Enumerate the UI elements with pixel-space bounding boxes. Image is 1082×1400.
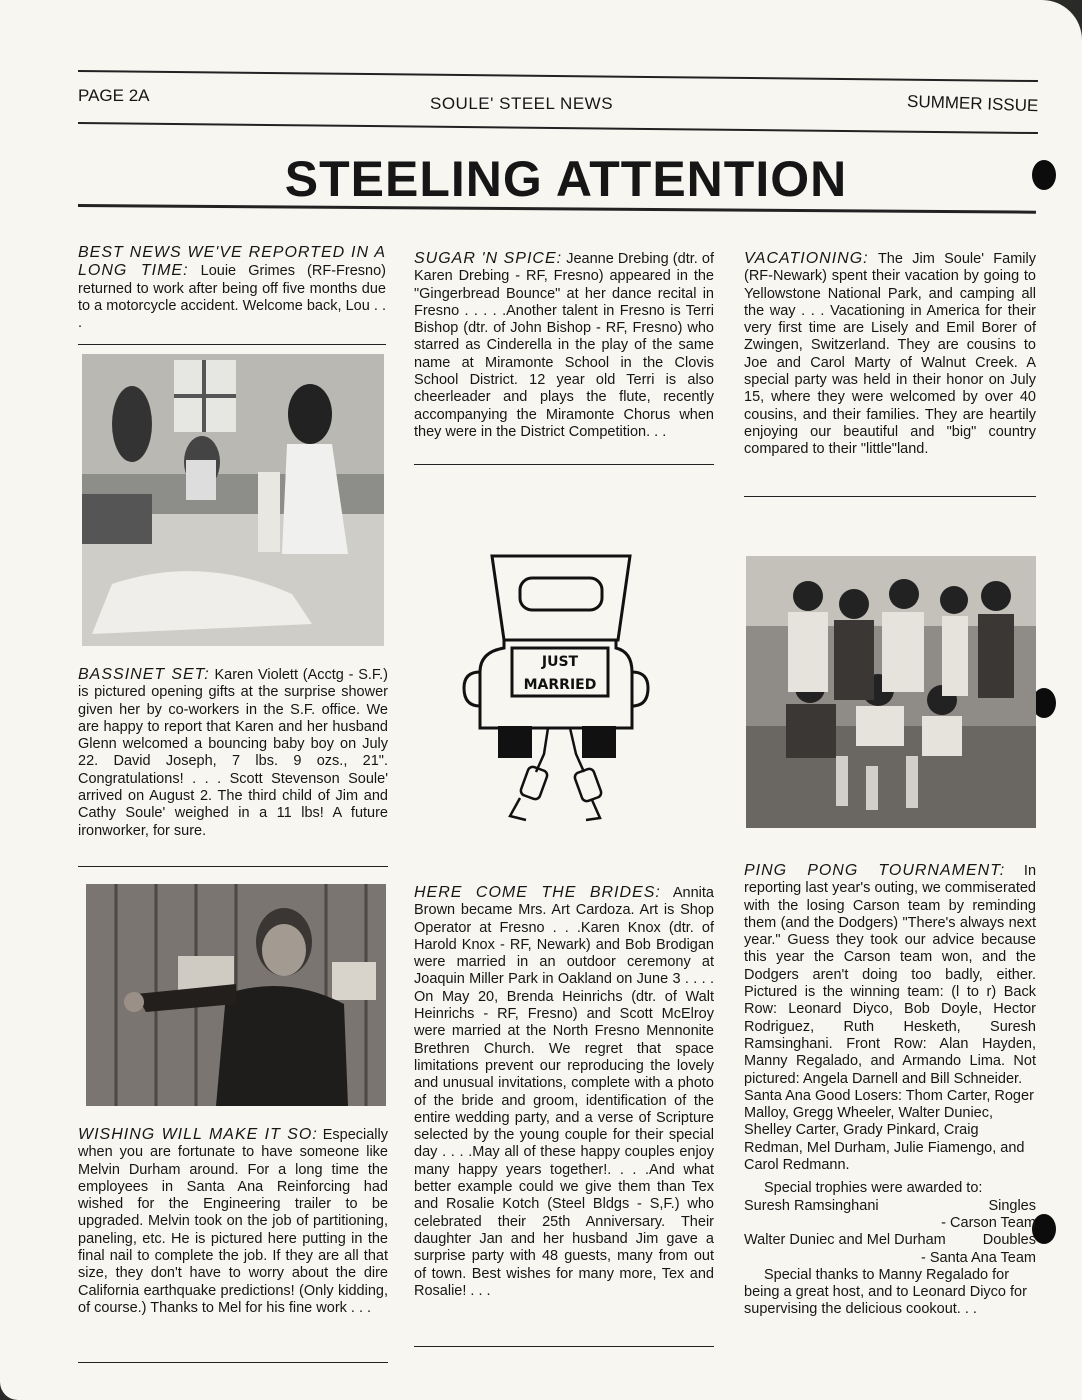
trophy-category: Singles [988, 1197, 1036, 1214]
trophy-winner: Suresh Ramsinghani [744, 1197, 879, 1214]
article-body: Especially when you are fortunate to have someone like Melvin Durham around. For a long time the employees in Santa Ana Reinforcing had wished for the Engineering trailer to be upgraded. Melvin took on the job of partitioning, paneling, etc. He is pictured here putting in the final nail to complete the job. If they are all that size, they don't have to worry about the dire California earthquake predictions! (Only kidding, of course.) Thanks to Mel for his fine work . . . [78, 1127, 388, 1316]
article-sugar-spice [414, 250, 714, 441]
trophy-entry [744, 1198, 1036, 1215]
good-losers: Santa Ana Good Losers: Thom Carter, Roger Malloy, Gregg Wheeler, Walter Duniec, Shelley Carter, Grady Pinkard, Craig Redman, Mel Durham, Julie Fiamengo, and Carol Redmann. [744, 1087, 1034, 1174]
article-heading: BEST NEWS WE'VE REPORTED IN A LONG TIME: [78, 244, 386, 280]
article-heading: HERE COME THE BRIDES: [414, 884, 661, 901]
running-header [78, 70, 1038, 130]
article-body: Annita Brown became Mrs. Art Cardoza. Art is Shop Operator at Fresno . . .Karen Knox (dtr. of Harold Knox - RF, Newark) and Bob Brodigan were married in an outdoor ceremony at Joaquin Miller Park in Oakland on June 3 . . . . On May 20, Brenda Heinrichs (dtr. of Walt Heinrichs - RF, Fresno) and Scott McElroy were married at the North Fresno Mennonite Brethren Church. We regret that space limitations prevent our reproducing the lovely and unusual invitations, complete with a photo of the bride and groom, identification of the entire wedding party, and a verse of Scripture selected by the young couple for their special day . . . .May all of these happy couples enjoy many happy years together!. . . .And what better example could we give them than Tex and Rosalie Kotch (Steel Bldgs - S,F.) who celebrated their 25th Anniversary. Their daughter Jan and her husband Jim gave a surprise party with 48 guests, many from out of town. Best wishes for many more, Tex and Rosalie! . . . [414, 885, 714, 1299]
article-body: The Jim Soule' Family (RF-Newark) spent their vacation by going to Yellowstone National Park, and camping all the way . . . Vacationing in America for their very first time are Lisely and Emil Borer of Zwingen, Switzerland. They are cousins to Joe and Carol Marty of Walnut Creek. A special party was held in their honor on July 15, where they were welcomed by over 40 cousins, and their families. They are heartily enjoying our beautiful and "big" country compared to their "little"land. [744, 251, 1036, 458]
photo-shower-gifts [82, 354, 384, 646]
article-body: Jeanne Drebing (dtr. of Karen Drebing - RF, Fresno) appeared in the "Gingerbread Bounce" at her dance recital in Fresno . . . . .Another talent in Fresno is Terri Bishop (dtr. of John Bishop - RF, Fresno) who starred as Cinderella in the play of the same name at Miramonte School in the Clovis School District. 12 year old Terri is also cheerleader and plays the flute, recently accompanying the Miramonte Chorus when they were in the District Competition. . . [414, 251, 715, 440]
trophy-entry [744, 1232, 1036, 1249]
article-heading: PING PONG TOURNAMENT: [744, 862, 1006, 879]
article-wishing [78, 1126, 388, 1317]
article-bassinet [78, 666, 388, 840]
column-rule [744, 496, 1036, 497]
article-body: Karen Violett (Acctg - S.F.) is pictured opening gifts at the surprise shower given her by co-workers in the S.F. office. We are happy to report that Karen and her husband Glenn welcomed a bouncing baby boy on July 22. David Joseph, 7 lbs. 9 ozs., 21". Congratulations! . . . Scott Stevenson Soule' arrived on August 2. The third child of Jim and Cathy Soule' weighed in a 11 lbs! A future ironworker, for sure. [78, 667, 389, 839]
car-sign-line-2: MARRIED [523, 677, 597, 693]
binder-hole [1032, 160, 1056, 190]
article-heading: SUGAR 'N SPICE: [414, 250, 563, 267]
car-sign-line-1: JUST [541, 654, 579, 670]
page-number: PAGE 2A [78, 86, 150, 105]
article-ping-pong [744, 862, 1036, 1319]
trophy-team: - Santa Ana Team [920, 1249, 1036, 1266]
trophy-team: - Carson Team [941, 1214, 1036, 1231]
article-heading: BASSINET SET: [78, 666, 210, 683]
article-heading: WISHING WILL MAKE IT SO: [78, 1126, 318, 1143]
article-best-news [78, 244, 386, 332]
column-rule [78, 866, 388, 867]
trophy-list [744, 1180, 1036, 1318]
column-rule [414, 1346, 714, 1347]
publication-name: SOULE' STEEL NEWS [430, 94, 614, 113]
column-rule [78, 344, 386, 345]
photo-melvin-durham [86, 884, 386, 1106]
article-body: In reporting last year's outing, we commiserated with the losing Carson team by reminding them (and the Dodgers) "There's always next year." Guess they took our advice because this year the Carson team won, and the Dodgers aren't doing too badly, either. Pictured is the winning team: (l to r) Back Row: Leonard Diyco, Bob Doyle, Hector Rodriguez, Ruth Hesketh, Suresh Ramsinghani. Front Row: Alan Hayden, Manny Regalado, and Armando Lima. Not pictured: Angela Darnell and Bill Schneider. [744, 863, 1037, 1087]
article-body: Louie Grimes (RF-Fresno) returned to work after being off five months due to a motorcycle accident. Welcome back, Lou . . . [78, 263, 386, 332]
trophy-category: Doubles [982, 1232, 1036, 1249]
article-brides [414, 884, 714, 1300]
just-married-car-illustration [460, 548, 650, 828]
column-rule [414, 464, 714, 465]
trophy-winner: Walter Duniec and Mel Durham [744, 1232, 946, 1249]
column-rule [78, 1362, 388, 1363]
masthead-title: STEELING ATTENTION [284, 151, 848, 207]
article-vacationing [744, 250, 1036, 459]
issue-label: SUMMER ISSUE [906, 91, 1039, 116]
trophy-intro: Special trophies were awarded to: [764, 1180, 983, 1197]
photo-ping-pong-team [746, 556, 1036, 828]
special-thanks: Special thanks to Manny Regalado for being a great host, and to Leonard Diyco for supervising the delicious cookout. . . [744, 1266, 1027, 1318]
article-heading: VACATIONING: [744, 250, 869, 267]
